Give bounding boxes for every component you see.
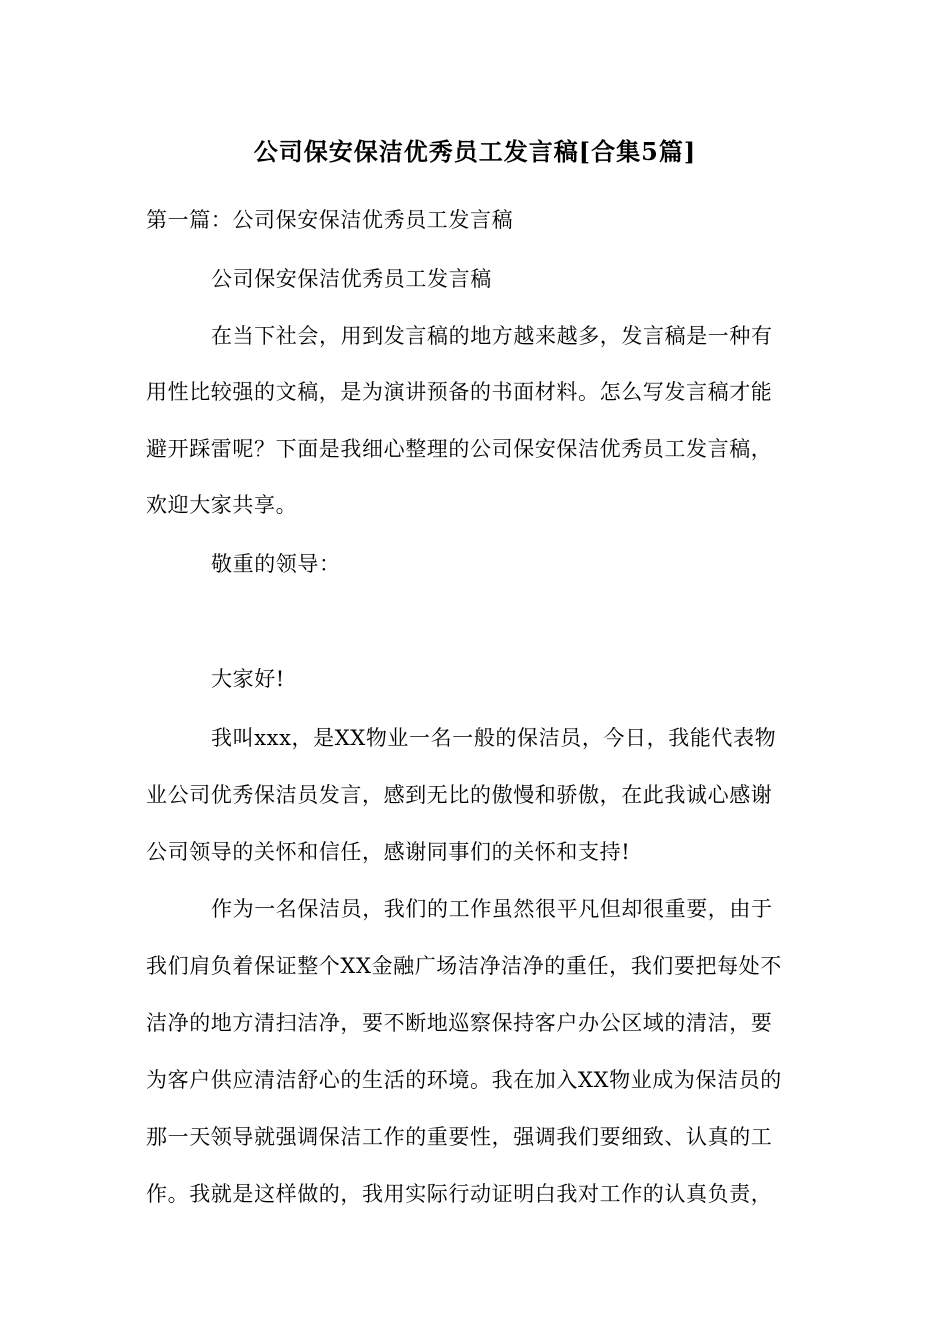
- greeting: 大家好!: [211, 667, 285, 691]
- paragraph-line: 我叫xxx，是XX物业一名一般的保洁员，今日，我能代表物: [211, 726, 777, 750]
- paragraph-line: 为客户供应清洁舒心的生活的环境。我在加入XX物业成为保洁员的: [146, 1068, 782, 1092]
- paragraph-line: 业公司优秀保洁员发言，感到无比的傲慢和骄傲，在此我诚心感谢: [146, 783, 773, 807]
- paragraph-line: 洁净的地方清扫洁净，要不断地巡察保持客户办公区域的清洁，要: [146, 1011, 773, 1035]
- paragraph-line: 我们肩负着保证整个XX金融广场洁净洁净的重任，我们要把每处不: [146, 954, 782, 978]
- salutation: 敬重的领导：: [211, 552, 341, 576]
- document-title: 公司保安保洁优秀员工发言稿[合集5篇]: [253, 137, 697, 166]
- paragraph-line: 作为一名保洁员，我们的工作虽然很平凡但却很重要，由于: [211, 897, 773, 921]
- section-heading: 第一篇：公司保安保洁优秀员工发言稿: [146, 208, 514, 232]
- subtitle: 公司保安保洁优秀员工发言稿: [211, 267, 492, 291]
- paragraph-line: 公司领导的关怀和信任，感谢同事们的关怀和支持!: [146, 840, 631, 864]
- paragraph-line: 用性比较强的文稿，是为演讲预备的书面材料。怎么写发言稿才能: [146, 380, 773, 404]
- paragraph-line: 作。我就是这样做的，我用实际行动证明白我对工作的认真负责，: [146, 1182, 773, 1206]
- paragraph-line: 避开踩雷呢？下面是我细心整理的公司保安保洁优秀员工发言稿，: [146, 437, 773, 461]
- paragraph-line: 那一天领导就强调保洁工作的重要性，强调我们要细致、认真的工: [146, 1125, 773, 1149]
- paragraph-line: 在当下社会，用到发言稿的地方越来越多，发言稿是一种有: [211, 324, 773, 348]
- paragraph-line: 欢迎大家共享。: [146, 493, 298, 517]
